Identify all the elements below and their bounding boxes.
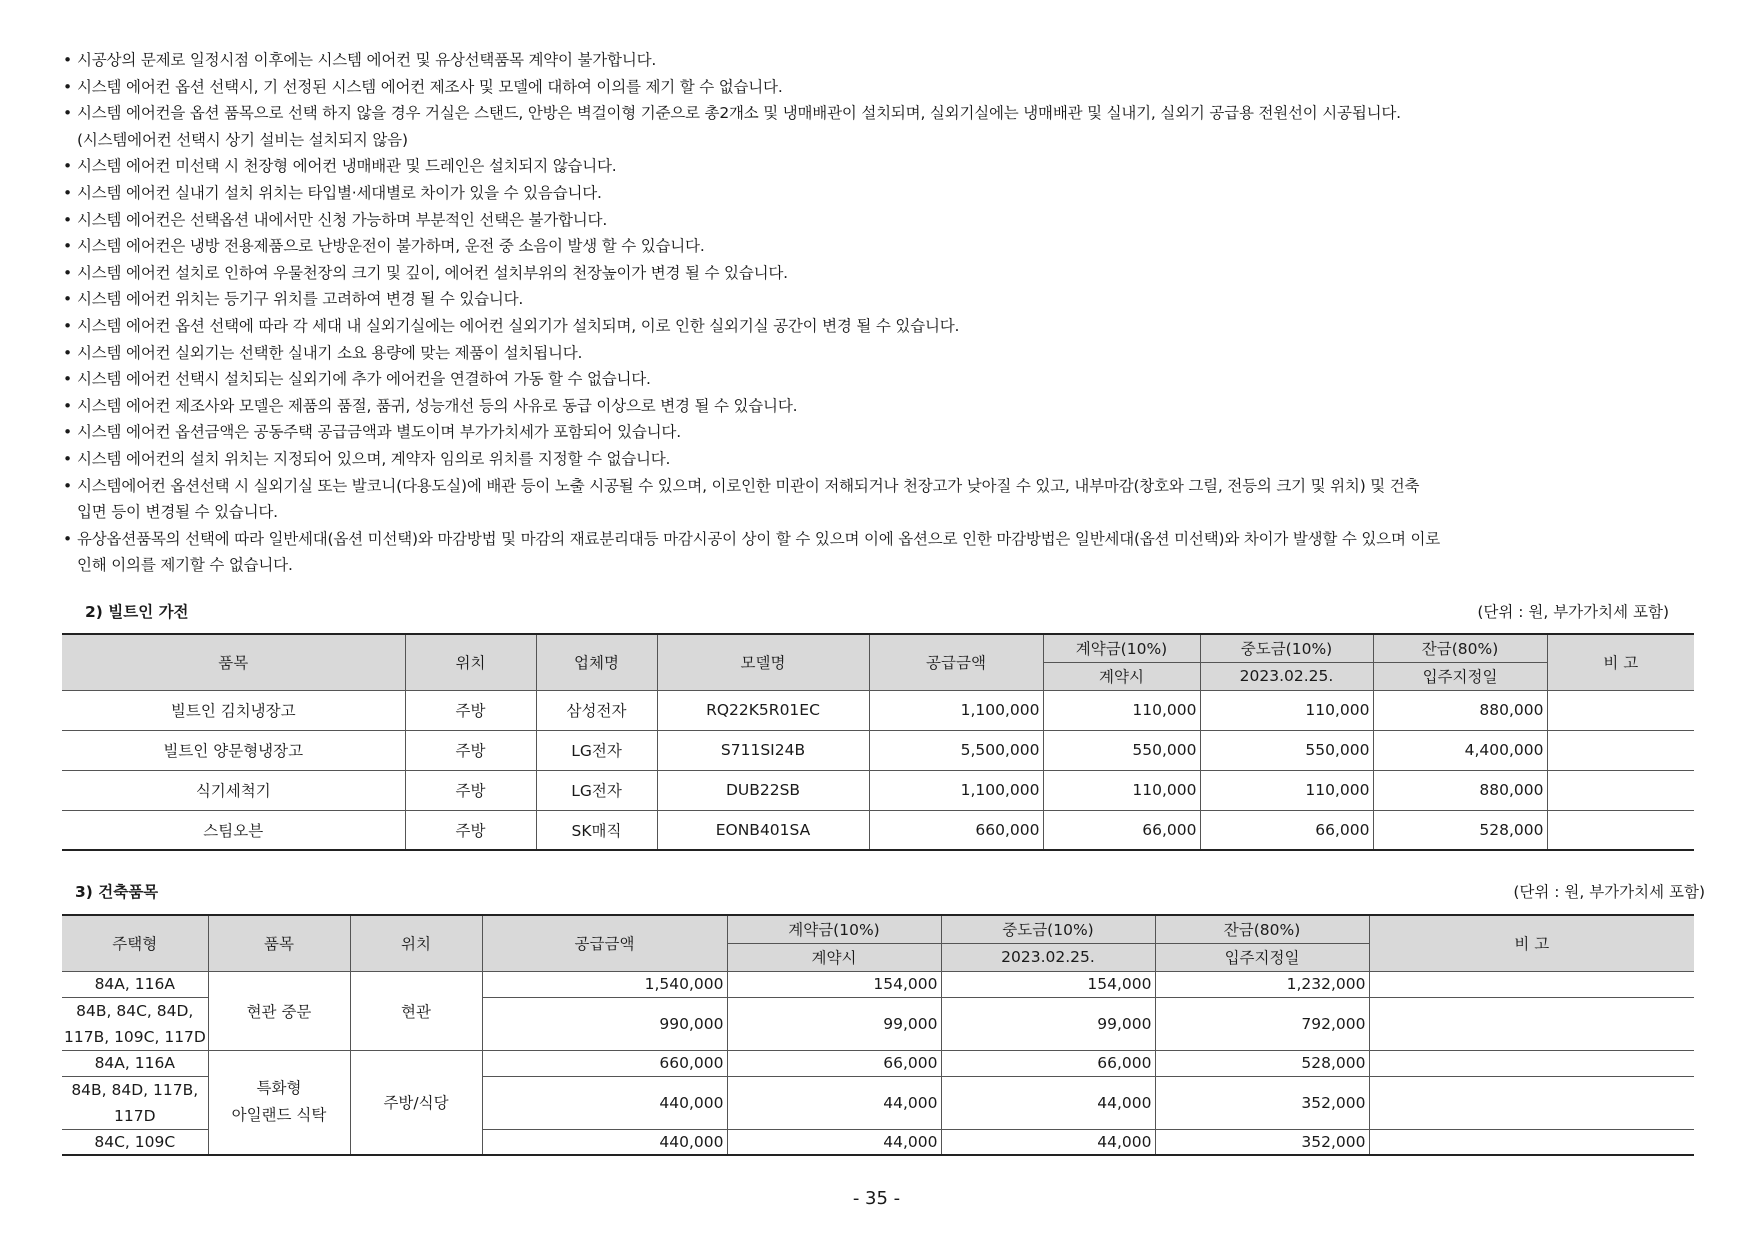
cell-deposit: 66,000	[727, 1050, 941, 1076]
header-balance-when: 입주지정일	[1373, 662, 1547, 690]
architecture-items-table	[62, 914, 1694, 1156]
notes-list	[60, 47, 1700, 579]
header-middle-when: 2023.02.25.	[1200, 662, 1373, 690]
header-deposit-when: 계약시	[727, 943, 941, 971]
cell-note	[1547, 690, 1694, 730]
table-row	[62, 1050, 1694, 1076]
note-item: • 시스템 에어컨 옵션 선택시, 기 선정된 시스템 에어컨 제조사 및 모델에 대하여 이의를 제기 할 수 없습니다.	[60, 74, 1700, 101]
cell-price: 990,000	[482, 997, 727, 1050]
note-item: • 시스템 에어컨을 옵션 품목으로 선택 하지 않을 경우 거실은 스탠드, 안방은 벽걸이형 기준으로 총2개소 및 냉매배관이 설치되며, 실외기실에는 냉매배관 및 실내기, 실외기 공급용 전원선이 시공됩니다.	[60, 100, 1700, 127]
cell-price: 1,540,000	[482, 971, 727, 997]
cell-middle: 550,000	[1200, 730, 1373, 770]
cell-price: 1,100,000	[869, 770, 1043, 810]
cell-middle: 110,000	[1200, 690, 1373, 730]
header-balance-when: 입주지정일	[1155, 943, 1369, 971]
cell-balance: 4,400,000	[1373, 730, 1547, 770]
note-item-continuation: 인해 이의를 제기할 수 없습니다.	[77, 556, 293, 575]
cell-type: 84A, 116A	[62, 971, 208, 997]
cell-deposit: 66,000	[1043, 810, 1200, 850]
header-note: 비 고	[1369, 915, 1694, 971]
cell-price: 440,000	[482, 1076, 727, 1129]
cell-middle: 44,000	[941, 1076, 1155, 1129]
note-item: • 시스템 에어컨 선택시 설치되는 실외기에 추가 에어컨을 연결하여 가동 할 수 없습니다.	[60, 366, 1700, 393]
cell-model: RQ22K5R01EC	[657, 690, 869, 730]
header-company: 업체명	[536, 634, 657, 690]
header-balance: 잔금(80%)	[1155, 915, 1369, 943]
cell-company: 삼성전자	[536, 690, 657, 730]
cell-type-line: 84B, 84C, 84D,	[76, 1001, 194, 1020]
cell-item: 빌트인 김치냉장고	[62, 690, 405, 730]
cell-note	[1369, 1129, 1694, 1155]
section2-title: 2) 빌트인 가전	[85, 603, 189, 621]
cell-balance: 880,000	[1373, 690, 1547, 730]
header-type: 주택형	[62, 915, 208, 971]
cell-item: 식기세척기	[62, 770, 405, 810]
cell-location: 주방	[405, 690, 536, 730]
cell-deposit: 99,000	[727, 997, 941, 1050]
cell-location: 현관	[350, 971, 482, 1050]
cell-balance: 880,000	[1373, 770, 1547, 810]
cell-note	[1547, 730, 1694, 770]
note-item: • 시스템 에어컨 실외기는 선택한 실내기 소요 용량에 맞는 제품이 설치됩니다.	[60, 340, 1700, 367]
note-item-continuation: 입면 등이 변경될 수 있습니다.	[77, 503, 278, 522]
table-row	[62, 810, 1694, 850]
page-number: - 35 -	[852, 1188, 901, 1209]
table-row	[62, 730, 1694, 770]
cell-location: 주방	[405, 810, 536, 850]
cell-note	[1369, 1076, 1694, 1129]
cell-balance: 352,000	[1155, 1076, 1369, 1129]
cell-balance: 1,232,000	[1155, 971, 1369, 997]
note-item: • 시스템 에어컨 옵션금액은 공동주택 공급금액과 별도이며 부가가치세가 포함되어 있습니다.	[60, 419, 1700, 446]
cell-item-line: 아일랜드 식탁	[231, 1106, 327, 1125]
header-location: 위치	[405, 634, 536, 690]
header-middle: 중도금(10%)	[1200, 634, 1373, 662]
header-price: 공급금액	[869, 634, 1043, 690]
cell-price: 5,500,000	[869, 730, 1043, 770]
header-price: 공급금액	[482, 915, 727, 971]
cell-balance: 352,000	[1155, 1129, 1369, 1155]
cell-middle: 110,000	[1200, 770, 1373, 810]
note-item-continuation: (시스템에어컨 선택시 상기 설비는 설치되지 않음)	[77, 130, 408, 149]
note-item: • 시스템 에어컨 위치는 등기구 위치를 고려하여 변경 될 수 있습니다.	[60, 286, 1700, 313]
cell-deposit: 550,000	[1043, 730, 1200, 770]
note-item: • 시스템 에어컨은 냉방 전용제품으로 난방운전이 불가하며, 운전 중 소음이 발생 할 수 있습니다.	[60, 233, 1700, 260]
cell-middle: 66,000	[941, 1050, 1155, 1076]
header-location: 위치	[350, 915, 482, 971]
cell-location: 주방	[405, 770, 536, 810]
cell-deposit: 44,000	[727, 1076, 941, 1129]
cell-model: DUB22SB	[657, 770, 869, 810]
note-item: • 시스템 에어컨의 설치 위치는 지정되어 있으며, 계약자 임의로 위치를 지정할 수 없습니다.	[60, 446, 1700, 473]
header-middle: 중도금(10%)	[941, 915, 1155, 943]
cell-balance: 792,000	[1155, 997, 1369, 1050]
cell-location: 주방	[405, 730, 536, 770]
note-item: • 시스템 에어컨 설치로 인하여 우물천장의 크기 및 깊이, 에어컨 설치부위의 천장높이가 변경 될 수 있습니다.	[60, 260, 1700, 287]
cell-item: 스팀오븐	[62, 810, 405, 850]
table-row	[62, 971, 1694, 997]
cell-type: 84C, 109C	[62, 1129, 208, 1155]
cell-middle: 154,000	[941, 971, 1155, 997]
cell-note	[1369, 1050, 1694, 1076]
cell-middle: 99,000	[941, 997, 1155, 1050]
section2-unit: (단위 : 원, 부가가치세 포함)	[1477, 603, 1669, 621]
cell-note	[1547, 770, 1694, 810]
cell-model: EONB401SA	[657, 810, 869, 850]
cell-note	[1369, 971, 1694, 997]
header-note: 비 고	[1547, 634, 1694, 690]
cell-price: 440,000	[482, 1129, 727, 1155]
header-balance: 잔금(80%)	[1373, 634, 1547, 662]
cell-company: LG전자	[536, 770, 657, 810]
header-middle-when: 2023.02.25.	[941, 943, 1155, 971]
header-deposit-when: 계약시	[1043, 662, 1200, 690]
cell-deposit: 44,000	[727, 1129, 941, 1155]
cell-note	[1547, 810, 1694, 850]
builtin-appliance-table	[62, 633, 1694, 851]
note-item: • 시스템 에어컨 실내기 설치 위치는 타입별·세대별로 차이가 있을 수 있음습니다.	[60, 180, 1700, 207]
note-item: • 시스템 에어컨 미선택 시 천장형 에어컨 냉매배관 및 드레인은 설치되지 않습니다.	[60, 153, 1700, 180]
cell-item: 빌트인 양문형냉장고	[62, 730, 405, 770]
cell-company: SK매직	[536, 810, 657, 850]
cell-note	[1369, 997, 1694, 1050]
note-item: • 시스템 에어컨은 선택옵션 내에서만 신청 가능하며 부분적인 선택은 불가합니다.	[60, 207, 1700, 234]
note-item: • 유상옵션품목의 선택에 따라 일반세대(옵션 미선택)와 마감방법 및 마감의 재료분리대등 마감시공이 상이 할 수 있으며 이에 옵션으로 인한 마감방법은 일반세대(옵션 미선택)와 차이가 발생할 수 있으며 이로	[60, 526, 1700, 553]
note-item: • 시스템 에어컨 옵션 선택에 따라 각 세대 내 실외기실에는 에어컨 실외기가 설치되며, 이로 인한 실외기실 공간이 변경 될 수 있습니다.	[60, 313, 1700, 340]
header-model: 모델명	[657, 634, 869, 690]
header-deposit: 계약금(10%)	[727, 915, 941, 943]
cell-type: 84A, 116A	[62, 1050, 208, 1076]
header-item: 품목	[208, 915, 350, 971]
section3-unit: (단위 : 원, 부가가치세 포함)	[1513, 883, 1705, 901]
cell-price: 660,000	[482, 1050, 727, 1076]
cell-middle: 66,000	[1200, 810, 1373, 850]
cell-item	[208, 1050, 350, 1155]
note-item: • 시공상의 문제로 일정시점 이후에는 시스템 에어컨 및 유상선택품목 계약이 불가합니다.	[60, 47, 1700, 74]
cell-balance: 528,000	[1373, 810, 1547, 850]
cell-model: S711SI24B	[657, 730, 869, 770]
cell-company: LG전자	[536, 730, 657, 770]
cell-item: 현관 중문	[208, 971, 350, 1050]
cell-middle: 44,000	[941, 1129, 1155, 1155]
table-row	[62, 770, 1694, 810]
cell-location: 주방/식당	[350, 1050, 482, 1155]
table-row	[62, 690, 1694, 730]
section3-title: 3) 건축품목	[75, 883, 159, 901]
cell-type-line: 117D	[113, 1106, 156, 1125]
header-item: 품목	[62, 634, 405, 690]
cell-price: 660,000	[869, 810, 1043, 850]
cell-type	[62, 997, 208, 1050]
header-deposit: 계약금(10%)	[1043, 634, 1200, 662]
cell-price: 1,100,000	[869, 690, 1043, 730]
cell-item-line: 특화형	[256, 1079, 302, 1098]
note-item: • 시스템에어컨 옵션선택 시 실외기실 또는 발코니(다용도실)에 배관 등이 노출 시공될 수 있으며, 이로인한 미관이 저해되거나 천장고가 낮아질 수 있고, 내부마감(창호와 그릴, 전등의 크기 및 위치) 및 건축	[60, 473, 1700, 500]
cell-deposit: 154,000	[727, 971, 941, 997]
note-item: • 시스템 에어컨 제조사와 모델은 제품의 품절, 품귀, 성능개선 등의 사유로 동급 이상으로 변경 될 수 있습니다.	[60, 393, 1700, 420]
cell-deposit: 110,000	[1043, 690, 1200, 730]
cell-type	[62, 1076, 208, 1129]
cell-deposit: 110,000	[1043, 770, 1200, 810]
cell-balance: 528,000	[1155, 1050, 1369, 1076]
cell-type-line: 84B, 84D, 117B,	[71, 1080, 199, 1099]
cell-type-line: 117B, 109C, 117D	[64, 1027, 206, 1046]
